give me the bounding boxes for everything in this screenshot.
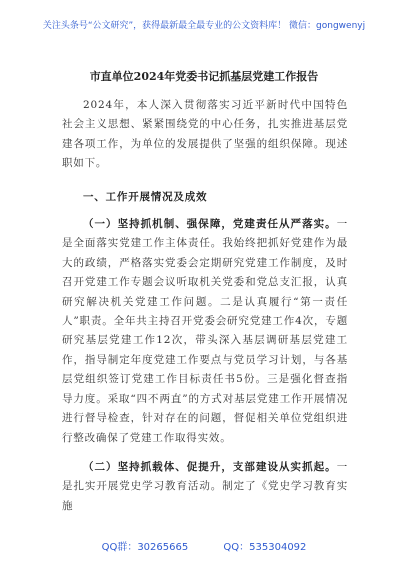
document-title: 市直单位2024年党委书记抓基层党建工作报告 [89, 70, 319, 83]
qq-label: QQ：535304092 [223, 542, 307, 553]
item1-lead: （一）坚持抓机制、强保障，党建责任从严落实。 [83, 218, 337, 231]
item1-body: 一是全面落实党建工作主体责任。我始终把抓好党建作为最大的政绩，严格落实党委会定期研究党建工作制度，及时召开党建工作专题会议听取机关党委和党总支汇报，认真研究解决机关党建工作问题。二是认真履行“第一责任人”职责。全年共主持召开党委会研究党建工作4次，专题研究基层党建工作12次，带头深入基层调研基层党建工作，指导制定年度党建工作要点与党员学习计划，与各基层党组织签订党建工作目标责任书5份。三是强化督查指导力度。采取“四不两直”的方式对基层党建工作开展情况进行督导检查，针对存在的问题，督促相关单位党组织进行整改确保了党建工作取得实效。 [62, 218, 348, 444]
item2-paragraph [62, 458, 348, 516]
item1-paragraph [62, 215, 348, 448]
item2-body: 一是扎实开展党史学习教育活动。制定了《党史学习教育实施 [62, 460, 348, 512]
document-body [62, 96, 348, 516]
bottom-banner [0, 538, 408, 553]
qq-group-label: QQ群：30265665 [101, 542, 189, 553]
item2-lead: （二）坚持抓载体、促提升，支部建设从实抓起。 [83, 460, 337, 473]
intro-paragraph: 2024年，本人深入贯彻落实习近平新时代中国特色社会主义思想、紧紧围绕党的中心任务，扎实推进基层党建各项工作，为单位的发展提供了坚强的组织保障。现述职如下。 [62, 99, 348, 170]
top-banner: 关注头条号“公文研究”，获得最新最全最专业的公文资料库！ 微信：gongwenyj [42, 21, 366, 31]
section-heading: 一、工作开展情况及成效 [83, 190, 208, 203]
